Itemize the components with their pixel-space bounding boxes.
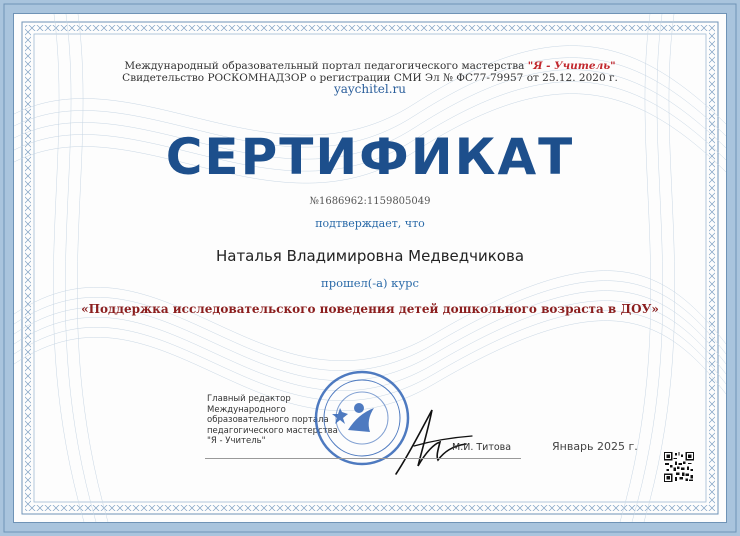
editor-line: "Я - Учитель"	[207, 436, 266, 446]
site-link[interactable]: yaychitel.ru	[333, 82, 407, 96]
portal-header-prefix: Международный образовательный портал педагогического мастерства	[124, 60, 528, 72]
editor-name: М.И. Титова	[452, 442, 512, 453]
editor-line: образовательного портала	[207, 415, 329, 425]
portal-name: "Я - Учитель"	[527, 60, 616, 72]
portal-header-line1	[0, 60, 740, 72]
qr-code-icon	[664, 452, 694, 482]
registration-line: Свидетельство РОСКОМНАДЗОР о регистрации СМИ Эл № ФС77-79957 от 25.12. 2020 г.	[122, 72, 618, 84]
editor-line: педагогического мастерства	[207, 425, 338, 436]
confirms-text: подтверждает, что	[315, 217, 425, 230]
passed-text: прошел(-а) курс	[321, 276, 419, 290]
course-title: «Поддержка исследовательского поведения детей дошкольного возраста в ДОУ»	[81, 302, 659, 316]
editor-line: Главный редактор	[207, 394, 291, 404]
certificate-title: СЕРТИФИКАТ	[165, 128, 575, 186]
issue-date: Январь 2025 г.	[552, 440, 638, 453]
certificate-number: №1686962:1159805049	[309, 196, 431, 207]
editor-line: Международного	[207, 404, 286, 415]
signature-icon	[388, 400, 478, 480]
signature-line	[205, 458, 521, 459]
recipient-name: Наталья Владимировна Медведчикова	[215, 247, 525, 265]
